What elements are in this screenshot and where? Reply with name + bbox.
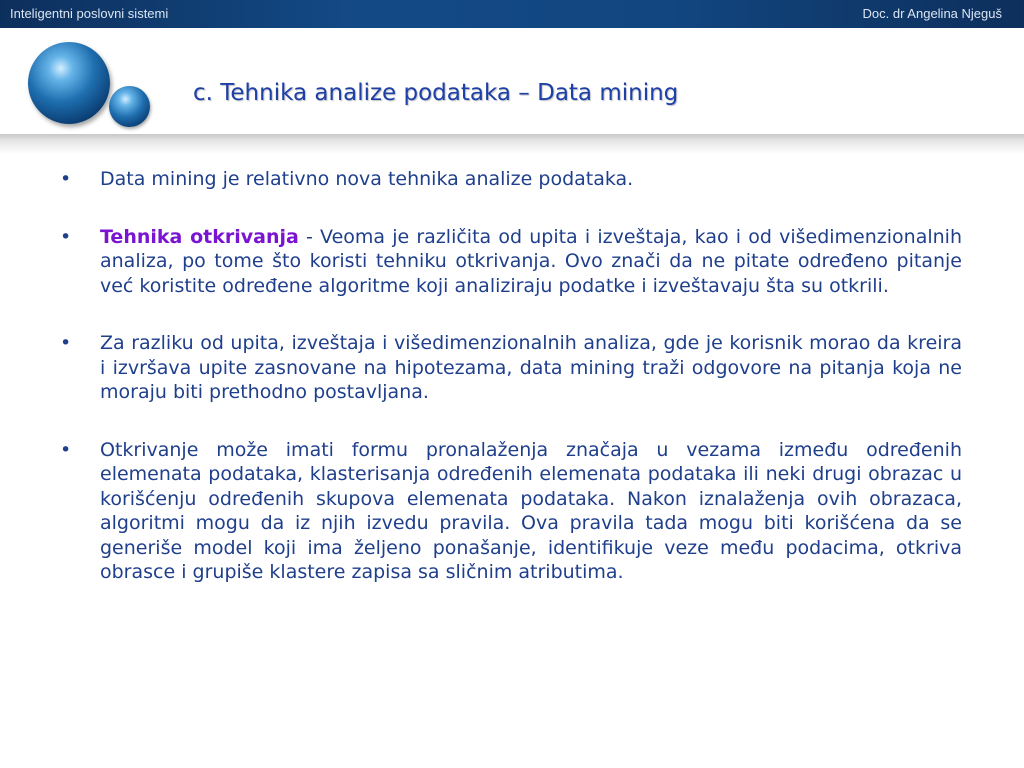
bullet-item (60, 331, 962, 405)
bullet-icon: • (60, 168, 72, 190)
small-globe-icon (109, 86, 150, 127)
bullet-term: Tehnika otkrivanja (100, 225, 299, 248)
header-divider (0, 134, 1024, 154)
bullet-text: Otkrivanje može imati formu pronalaženja značaja u vezama između određenih elemenata podataka, klasterisanja određenih elemenata podataka ili neki drugi obrazac u korišćenju određenih skupova elemenata podataka. Nakon iznalaženja ovih obrazaca, algoritmi mogu da iz njih izvedu pravila. Ova pravila tada mogu biti korišćena da se generiše model koji ima željeno ponašanje, identifikuje veze među podacima, otkriva obrasce i grupiše klastere zapisa sa sličnim atributima. (100, 438, 962, 583)
bullet-text: - Veoma je različita od upita i izveštaja, kao i od višedimenzionalnih analiza, po tome što koristi tehniku otkrivanja. Ovo znači da ne pitate određeno pitanje već koristite određene algoritme koji analiziraju podatke i izveštavaju šta su otkrili. (100, 225, 962, 297)
bullet-item (60, 438, 962, 585)
slide-content (60, 167, 962, 618)
bullet-item (60, 225, 962, 299)
bullet-text: Za razliku od upita, izveštaja i višedimenzionalnih analiza, gde je korisnik morao da kreira i izvršava upite zasnovane na hipotezama, data mining traži odgovore na pitanja koja ne moraju biti prethodno postavljana. (100, 332, 962, 403)
course-name: Inteligentni poslovni sistemi (10, 6, 169, 21)
bullet-icon: • (60, 225, 72, 248)
globe-icon (28, 42, 110, 124)
author-name: Doc. dr Angelina Njeguš (862, 6, 1002, 21)
bullet-icon: • (60, 332, 72, 354)
top-bar (0, 0, 1024, 28)
bullet-item (60, 167, 962, 192)
slide-title: c. Tehnika analize podataka – Data mining (193, 80, 679, 106)
bullet-icon: • (60, 438, 72, 461)
bullet-text: Data mining je relativno nova tehnika analize podataka. (100, 168, 634, 190)
